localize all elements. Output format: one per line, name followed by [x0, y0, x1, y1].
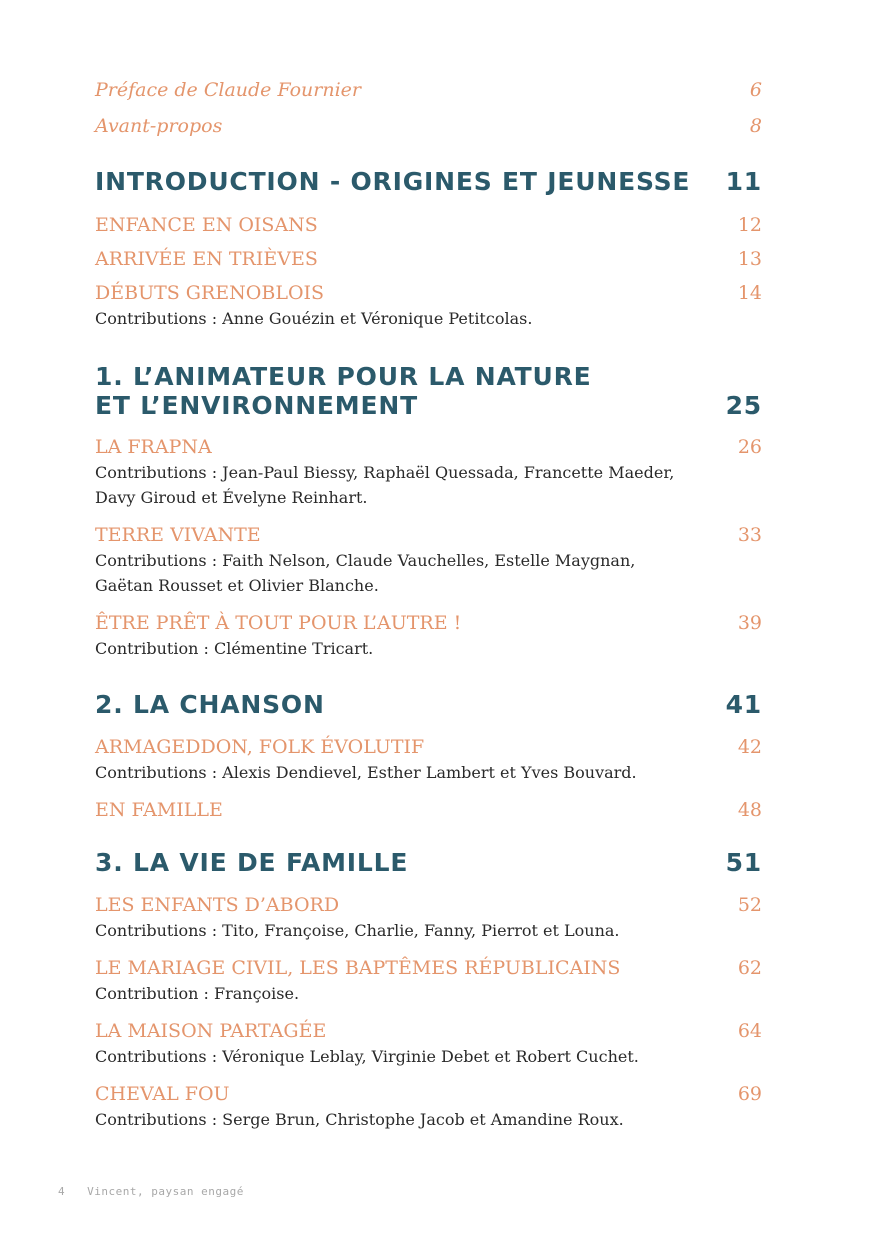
section-title: ÊTRE PRÊT À TOUT POUR L’AUTRE ! — [95, 612, 462, 634]
section-title: ENFANCE EN OISANS — [95, 214, 318, 236]
toc-section-enfants[interactable] — [95, 892, 762, 918]
section-title: CHEVAL FOU — [95, 1083, 230, 1105]
page-footer — [58, 1185, 266, 1198]
toc-section-cheval-fou[interactable] — [95, 1081, 762, 1107]
part-heading-animateur[interactable] — [95, 362, 762, 420]
section-page: 12 — [737, 214, 762, 236]
section-page: 42 — [737, 736, 762, 758]
part-title-line-1: 1. L’ANIMATEUR POUR LA NATURE — [95, 362, 592, 391]
part-page: 11 — [725, 167, 762, 196]
section-page: 14 — [737, 282, 762, 304]
toc-section-terre-vivante[interactable] — [95, 522, 762, 548]
table-of-contents — [95, 76, 762, 1132]
section-title: ARMAGEDDON, FOLK ÉVOLUTIF — [95, 736, 425, 758]
part-page: 41 — [725, 690, 762, 719]
toc-section-armageddon[interactable] — [95, 734, 762, 760]
part-heading-vie-de-famille[interactable] — [95, 848, 762, 877]
contributors-line: Contributions : Jean-Paul Biessy, Raphaël Quessada, Francette Maeder, — [95, 463, 675, 482]
section-page: 62 — [737, 957, 762, 979]
section-page: 33 — [737, 524, 762, 546]
part-title: INTRODUCTION - ORIGINES ET JEUNESSE — [95, 167, 691, 196]
toc-section-frapna[interactable] — [95, 434, 762, 460]
contributors-line: Contribution : Françoise. — [95, 984, 300, 1003]
toc-entry-avant-propos[interactable] — [95, 112, 762, 148]
contributors-line: Contribution : Clémentine Tricart. — [95, 639, 374, 658]
section-page: 13 — [737, 248, 762, 270]
entry-title: Préface de Claude Fournier — [95, 79, 362, 101]
section-page: 39 — [737, 612, 762, 634]
part-title: 2. LA CHANSON — [95, 690, 325, 719]
part-page: 51 — [725, 848, 762, 877]
section-page: 48 — [737, 799, 762, 821]
toc-section-etre-pret[interactable] — [95, 610, 762, 636]
entry-page: 8 — [749, 115, 762, 137]
toc-entry-preface[interactable] — [95, 76, 762, 112]
section-title: LES ENFANTS D’ABORD — [95, 894, 340, 916]
contributors-line: Contributions : Véronique Leblay, Virginie Debet et Robert Cuchet. — [95, 1047, 639, 1066]
contributors-line: Contributions : Serge Brun, Christophe Jacob et Amandine Roux. — [95, 1110, 624, 1129]
section-title: TERRE VIVANTE — [95, 524, 261, 546]
toc-section-en-famille[interactable] — [95, 797, 762, 823]
section-title: LA MAISON PARTAGÉE — [95, 1020, 327, 1042]
contributors-line: Gaëtan Rousset et Olivier Blanche. — [95, 576, 379, 595]
entry-title: Avant-propos — [95, 115, 223, 137]
section-page: 69 — [737, 1083, 762, 1105]
toc-section-enfance[interactable] — [95, 212, 762, 238]
contributors-line: Davy Giroud et Évelyne Reinhart. — [95, 488, 368, 507]
toc-section-debuts[interactable] — [95, 280, 762, 306]
part-page: 25 — [725, 391, 762, 420]
contributors-line: Contributions : Alexis Dendievel, Esther Lambert et Yves Bouvard. — [95, 763, 637, 782]
contributors-line: Contributions : Faith Nelson, Claude Vauchelles, Estelle Maygnan, — [95, 551, 636, 570]
toc-section-maison[interactable] — [95, 1018, 762, 1044]
section-page: 64 — [737, 1020, 762, 1042]
section-title: LA FRAPNA — [95, 436, 212, 458]
toc-section-arrivee[interactable] — [95, 246, 762, 272]
part-title-line-2: ET L’ENVIRONNEMENT — [95, 391, 418, 420]
toc-section-mariage[interactable] — [95, 955, 762, 981]
section-title: ARRIVÉE EN TRIÈVES — [95, 248, 318, 270]
footer-page-number: 4 — [58, 1185, 66, 1198]
contributors-line: Contributions : Tito, Françoise, Charlie, Fanny, Pierrot et Louna. — [95, 921, 620, 940]
section-title: LE MARIAGE CIVIL, LES BAPTÊMES RÉPUBLICAINS — [95, 957, 621, 979]
part-heading-introduction[interactable] — [95, 167, 762, 196]
part-heading-chanson[interactable] — [95, 690, 762, 719]
entry-page: 6 — [749, 79, 762, 101]
part-title: 3. LA VIE DE FAMILLE — [95, 848, 409, 877]
section-title: DÉBUTS GRENOBLOIS — [95, 282, 325, 304]
footer-book-title: Vincent, paysan engagé — [87, 1185, 244, 1198]
contributors-line: Contributions : Anne Gouézin et Véronique Petitcolas. — [95, 309, 533, 328]
section-page: 52 — [737, 894, 762, 916]
section-page: 26 — [737, 436, 762, 458]
section-title: EN FAMILLE — [95, 799, 223, 821]
